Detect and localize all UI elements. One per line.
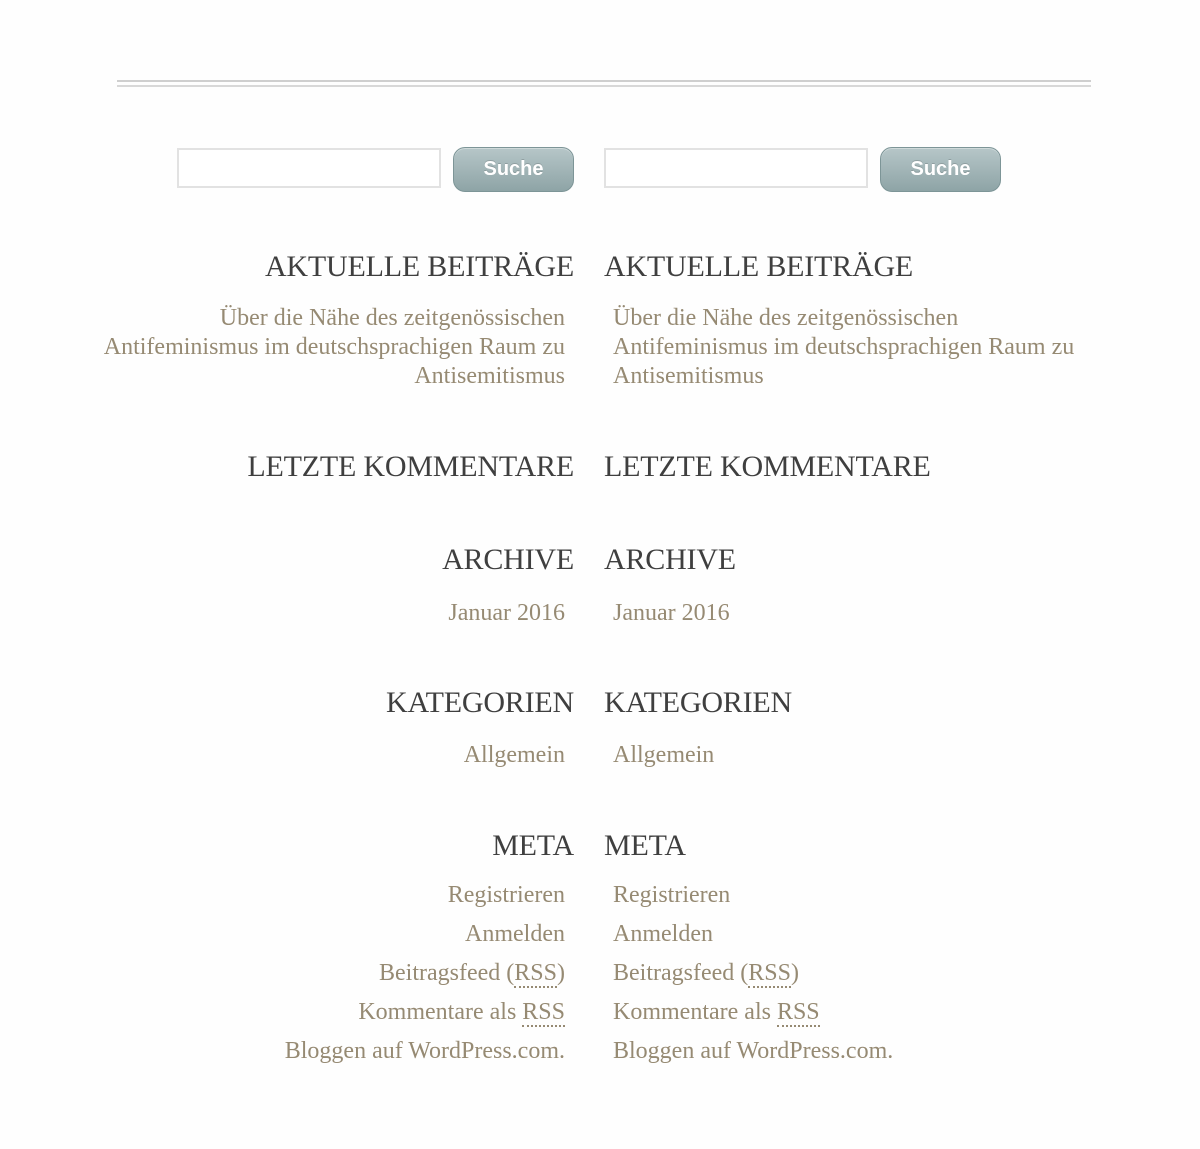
- widget-title-recent-comments: LETZTE KOMMENTARE: [604, 450, 931, 483]
- list-item: [613, 993, 893, 1032]
- wordpress-link[interactable]: Bloggen auf WordPress.com.: [613, 1038, 894, 1064]
- search-button[interactable]: Suche: [880, 147, 1001, 192]
- recent-post-link[interactable]: Über die Nähe des zeitgenössischen Antifeminismus im deutschsprachigen Raum zu Antisemitismus: [103, 305, 565, 389]
- list-item: [613, 599, 730, 627]
- list-item: [613, 876, 893, 915]
- header-divider: [117, 80, 1091, 82]
- widget-title-archives: ARCHIVE: [604, 543, 736, 576]
- category-link[interactable]: Allgemein: [613, 742, 715, 768]
- entries-feed-suffix: ): [557, 960, 565, 986]
- list-item: [448, 599, 565, 627]
- list-item: [285, 876, 565, 915]
- list-item: [613, 954, 893, 993]
- rss-abbr: RSS: [748, 960, 791, 986]
- recent-posts-list: [613, 304, 1083, 391]
- widget-title-categories: KATEGORIEN: [604, 686, 792, 719]
- entries-feed-link[interactable]: [379, 960, 565, 988]
- widget-title-categories: KATEGORIEN: [386, 686, 574, 719]
- wordpress-link[interactable]: Bloggen auf WordPress.com.: [284, 1038, 565, 1064]
- comments-feed-prefix: Kommentare als: [613, 999, 777, 1025]
- recent-posts-list: [95, 304, 565, 391]
- list-item: [285, 1032, 565, 1071]
- rss-abbr: RSS: [514, 960, 557, 986]
- archives-list: [613, 599, 730, 627]
- widget-title-recent-posts: AKTUELLE BEITRÄGE: [604, 250, 914, 283]
- archive-link[interactable]: Januar 2016: [613, 600, 730, 626]
- comments-feed-prefix: Kommentare als: [358, 999, 523, 1025]
- rss-abbr: RSS: [776, 999, 820, 1025]
- login-link[interactable]: Anmelden: [465, 921, 565, 947]
- comments-feed-link[interactable]: [358, 999, 565, 1027]
- list-item: [285, 915, 565, 954]
- widget-title-recent-posts: AKTUELLE BEITRÄGE: [264, 250, 574, 283]
- archive-link[interactable]: Januar 2016: [448, 600, 565, 626]
- categories-list: [464, 741, 565, 769]
- list-item: [613, 304, 1083, 391]
- register-link[interactable]: Registrieren: [447, 882, 565, 908]
- comments-feed-link[interactable]: [613, 999, 820, 1027]
- widget-title-recent-comments: LETZTE KOMMENTARE: [247, 450, 574, 483]
- search-input[interactable]: [177, 148, 441, 188]
- entries-feed-prefix: Beitragsfeed (: [379, 960, 515, 986]
- login-link[interactable]: Anmelden: [613, 921, 713, 947]
- register-link[interactable]: Registrieren: [613, 882, 731, 908]
- archives-list: [448, 599, 565, 627]
- list-item: [285, 993, 565, 1032]
- meta-list: [285, 876, 565, 1071]
- entries-feed-suffix: ): [790, 960, 799, 986]
- widget-title-meta: META: [492, 829, 574, 862]
- rss-abbr: RSS: [522, 999, 565, 1025]
- list-item: [613, 915, 893, 954]
- list-item: [464, 741, 565, 769]
- widget-title-meta: META: [604, 829, 686, 862]
- search-input[interactable]: [604, 148, 868, 188]
- entries-feed-link[interactable]: [613, 960, 799, 988]
- widget-title-archives: ARCHIVE: [442, 543, 574, 576]
- meta-list: [613, 876, 893, 1071]
- list-item: [613, 741, 714, 769]
- recent-post-link[interactable]: Über die Nähe des zeitgenössischen Antifeminismus im deutschsprachigen Raum zu Antisemitismus: [613, 305, 1075, 389]
- entries-feed-prefix: Beitragsfeed (: [613, 960, 749, 986]
- categories-list: [613, 741, 714, 769]
- list-item: [613, 1032, 893, 1071]
- list-item: [95, 304, 565, 391]
- search-button[interactable]: Suche: [453, 147, 574, 192]
- header-divider-secondary: [117, 85, 1091, 87]
- category-link[interactable]: Allgemein: [463, 742, 565, 768]
- list-item: [285, 954, 565, 993]
